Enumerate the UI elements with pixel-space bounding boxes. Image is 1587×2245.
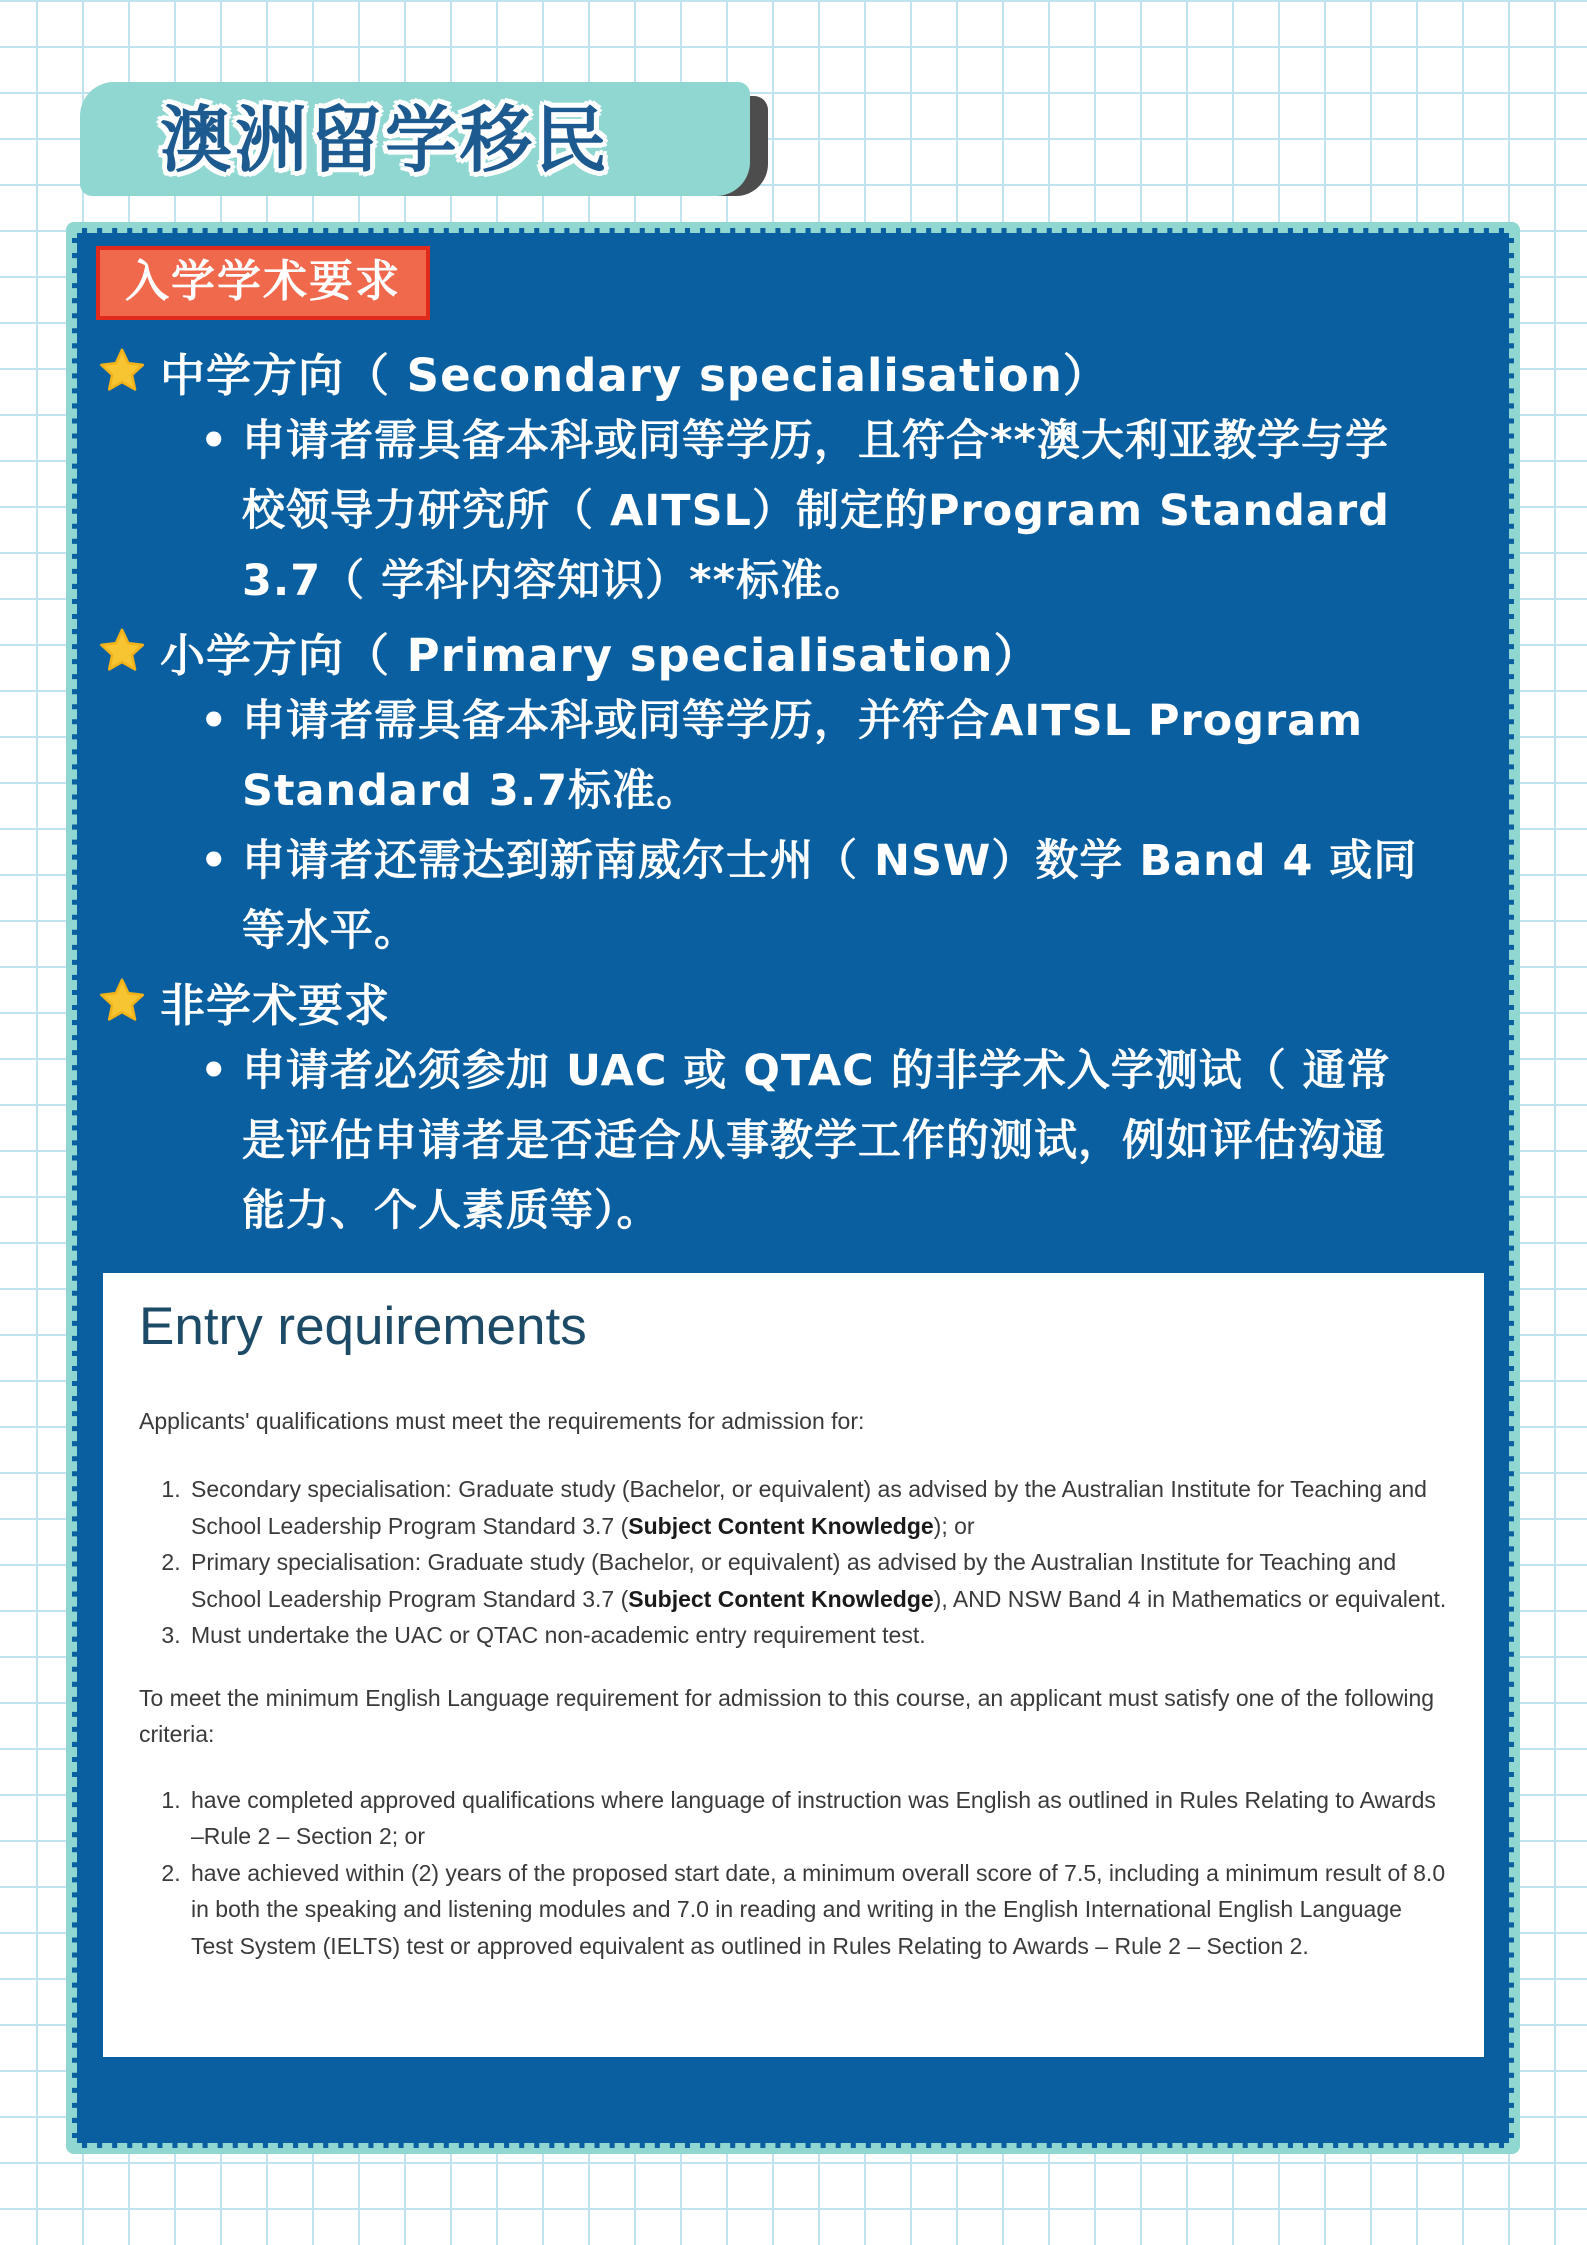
list-item: 2. have achieved within (2) years of the proposed start date, a minimum overall score of 7.5, including a minimum result of 8.0 in both the speaking and listening modules and 7.0 in reading and writing in the English International English Language Test System (IELTS) test or approved equivalent as outlined in Rules Relating to Awards – Rule 2 – Section 2.: [187, 1855, 1448, 1965]
list-item: 2. Primary specialisation: Graduate study (Bachelor, or equivalent) as advised by the Australian Institute for Teaching and School Leadership Program Standard 3.7 (Subject Content Knowledge), AND NSW Band 4 in Mathematics or equivalent.: [187, 1544, 1448, 1617]
card-title: Entry requirements: [139, 1297, 587, 1356]
bullet-dot: •: [200, 1046, 229, 1096]
english-intro: To meet the minimum English Language requirement for admission to this course, an applicant must satisfy one of the following criteria:: [139, 1684, 1435, 1747]
card-intro: Applicants' qualifications must meet the requirements for admission for:: [139, 1408, 865, 1434]
bullet-item: [200, 686, 1480, 826]
heading-primary: [96, 618, 1040, 684]
bullet-item: [200, 826, 1480, 966]
bullet-text: 申请者还需达到新南威尔士州（ NSW）数学 Band 4 或同 等水平。: [242, 836, 1418, 956]
list-item: 1. Secondary specialisation: Graduate study (Bachelor, or equivalent) as advised by the Australian Institute for Teaching and School Leadership Program Standard 3.7 (Subject Content Knowledge); or: [187, 1471, 1448, 1544]
list-item: 1. have completed approved qualifications where language of instruction was English as outlined in Rules Relating to Awards –Rule 2 – Section 2; or: [187, 1782, 1448, 1855]
star-icon: [96, 625, 148, 677]
bullet-text: 申请者需具备本科或同等学历，且符合**澳大利亚教学与学 校领导力研究所（ AITSL）制定的Program Standard 3.7（ 学科内容知识）**标准。: [242, 416, 1390, 606]
heading-text: 中学方向（ Secondary specialisation）: [160, 348, 1109, 402]
heading-non-academic: [96, 968, 390, 1034]
entry-requirements-card: [103, 1273, 1484, 2057]
heading-text: 非学术要求: [160, 978, 391, 1032]
section-badge: 入学学术要求: [96, 246, 430, 320]
bullet-dot: •: [200, 696, 229, 746]
bullet-dot: •: [200, 836, 229, 886]
star-icon: [96, 345, 148, 397]
admission-list: [139, 1471, 1448, 1654]
bullet-text: 申请者需具备本科或同等学历，并符合AITSL Program Standard 3.7标准。: [242, 696, 1364, 816]
list-item: 3. Must undertake the UAC or QTAC non-academic entry requirement test.: [187, 1617, 1448, 1654]
bullet-text: 申请者必须参加 UAC 或 QTAC 的非学术入学测试（ 通常 是评估申请者是否适合从事教学工作的测试，例如评估沟通 能力、个人素质等）。: [242, 1046, 1391, 1236]
page-title: 澳洲留学移民: [160, 98, 611, 182]
english-criteria-list: [139, 1782, 1448, 1965]
heading-secondary: [96, 338, 1109, 404]
bullet-item: [200, 406, 1480, 616]
bullet-dot: •: [200, 416, 229, 466]
bullet-item: [200, 1036, 1480, 1246]
heading-text: 小学方向（ Primary specialisation）: [160, 628, 1040, 682]
star-icon: [96, 975, 148, 1027]
